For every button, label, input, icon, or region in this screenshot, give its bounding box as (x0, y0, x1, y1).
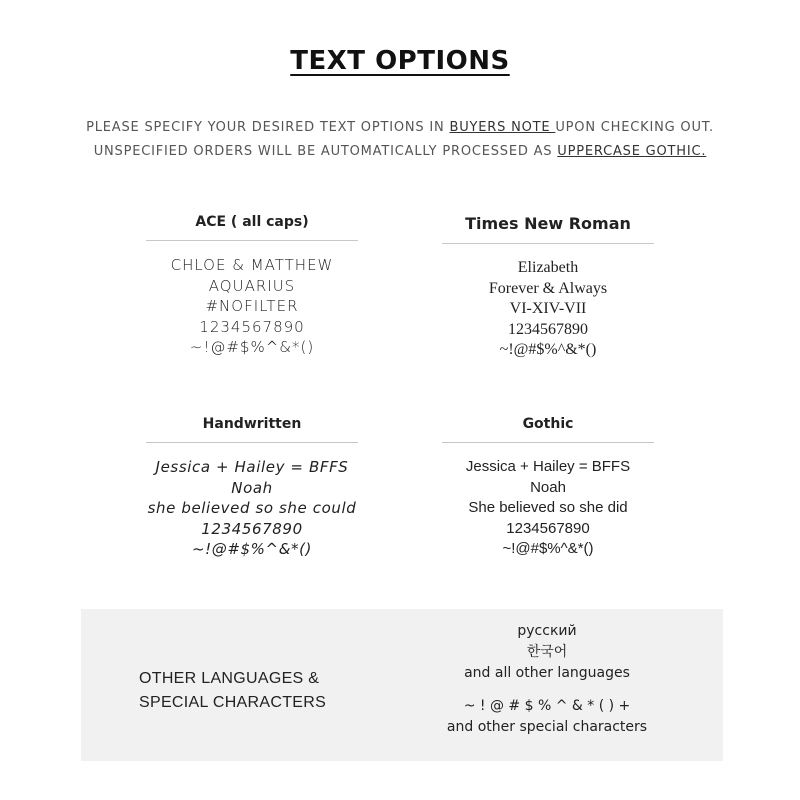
sample-line: CHLOE & MATTHEW (170, 256, 334, 274)
font-option-gothic (442, 416, 654, 560)
instructions-line-1-text: PLEASE SPECIFY YOUR DESIRED TEXT OPTIONS IN (86, 120, 450, 135)
sample-line: 1234567890 (201, 519, 303, 538)
instructions (0, 116, 800, 164)
russian-sample: русский (517, 623, 577, 639)
sample-line: Elizabeth (517, 259, 579, 276)
sample-line: VI-XIV-VII (509, 300, 587, 317)
instructions-line-1 (0, 116, 800, 140)
sample-line: AQUARIUS (208, 276, 296, 295)
label-line: OTHER LANGUAGES & (139, 670, 320, 687)
instructions-line-2-text: UNSPECIFIED ORDERS WILL BE AUTOMATICALLY PROCESSED AS (93, 144, 558, 159)
other-languages-panel (81, 609, 723, 761)
other-languages-label (139, 667, 326, 715)
label-line: SPECIAL CHARACTERS (139, 694, 327, 711)
other-languages-samples (421, 621, 673, 738)
font-option-title: Handwritten (146, 416, 358, 443)
font-samples (146, 457, 358, 560)
sample-line: Jessica + Hailey = BFFS (155, 458, 349, 476)
sample-line: ~!@#$%^&*() (499, 341, 597, 358)
font-option-title: Times New Roman (442, 214, 654, 244)
special-characters-sample: ~ ! @ # $ % ^ & * ( ) + (463, 698, 631, 714)
buyers-note-link: BUYERS NOTE (449, 120, 556, 135)
font-option-times-new-roman (442, 214, 654, 361)
sample-line: ~!@#$%^&*() (502, 540, 594, 557)
sample-line: Forever & Always (488, 279, 608, 297)
sample-line: 1234567890 (508, 320, 588, 338)
font-samples (146, 255, 358, 358)
languages-note: and all other languages (464, 665, 630, 681)
sample-line: #NOFILTER (205, 297, 299, 315)
sample-line: 1234567890 (199, 317, 305, 336)
page-title-text: TEXT OPTIONS (290, 46, 510, 76)
spacer (421, 684, 673, 696)
korean-sample: 한국어 (526, 644, 568, 660)
page-title (0, 46, 800, 76)
sample-line: she believed so she could (147, 499, 357, 517)
special-characters-note: and other special characters (446, 719, 648, 735)
uppercase-gothic-link: UPPERCASE GOTHIC. (557, 144, 707, 159)
sample-line: 1234567890 (506, 519, 590, 537)
sample-line: Jessica + Hailey = BFFS (465, 458, 631, 475)
font-option-ace (146, 214, 358, 358)
sample-line: ~!@#$%^&*() (191, 540, 312, 558)
font-samples (442, 457, 654, 560)
font-option-handwritten (146, 416, 358, 560)
sample-line: Noah (530, 478, 566, 496)
instructions-line-1-end: UPON CHECKING OUT. (555, 120, 714, 135)
font-samples (442, 258, 654, 361)
instructions-line-2 (0, 140, 800, 164)
font-option-title: ACE ( all caps) (146, 214, 358, 241)
sample-line: ~!@#$%^&*() (189, 338, 315, 356)
sample-line: Noah (231, 478, 273, 497)
font-option-title: Gothic (442, 416, 654, 443)
sample-line: She believed so she did (468, 499, 628, 516)
